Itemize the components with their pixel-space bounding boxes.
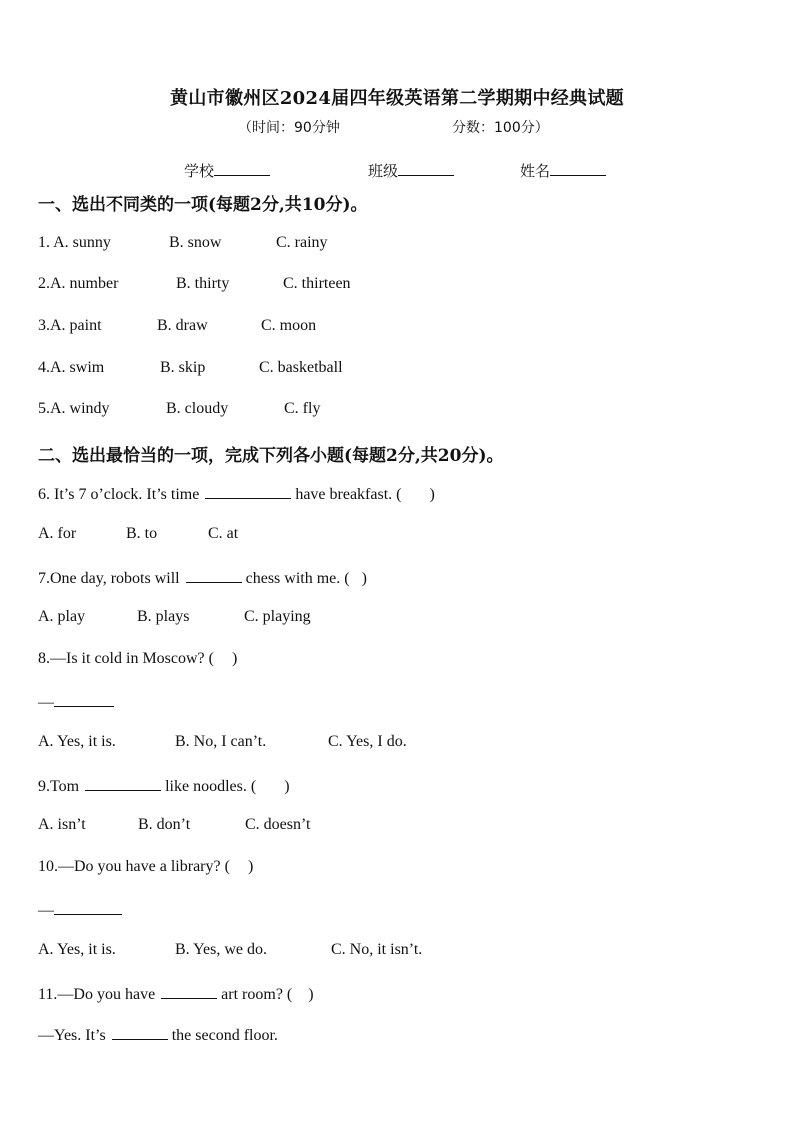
question-10-option-c: C. No, it isn’t. bbox=[331, 941, 423, 958]
question-2-option-c: C. thirteen bbox=[283, 275, 351, 292]
question-8-paren-close: ) bbox=[231, 650, 238, 667]
question-2 bbox=[38, 275, 351, 293]
question-6-option-b: B. to bbox=[126, 525, 158, 542]
question-1-option-c: C. rainy bbox=[276, 234, 328, 251]
question-11-reply-blank[interactable] bbox=[112, 1024, 168, 1040]
question-10-option-b: B. Yes, we do. bbox=[175, 941, 268, 958]
question-10-option-a: A. Yes, it is. bbox=[38, 941, 116, 958]
page-title: 黄山市徽州区2024届四年级英语第二学期期中经典试题 bbox=[170, 88, 624, 109]
question-9-option-c: C. doesn’t bbox=[245, 816, 311, 833]
school-field[interactable] bbox=[184, 160, 270, 181]
question-8-reply bbox=[38, 691, 118, 712]
section-2-heading: 二、选出最恰当的一项，完成下列各小题(每题2分,共20分)。 bbox=[38, 446, 504, 466]
question-9-paren-close: ) bbox=[284, 778, 290, 795]
question-10-reply bbox=[38, 899, 126, 920]
question-8-option-c: C. Yes, I do. bbox=[328, 733, 407, 750]
question-7-option-c: C. playing bbox=[244, 608, 311, 625]
question-1-option-a: 1. A. sunny bbox=[38, 234, 111, 251]
class-label: 班级 bbox=[368, 162, 399, 180]
question-5 bbox=[38, 400, 320, 418]
question-7-paren-close: ) bbox=[361, 570, 367, 587]
question-6-paren-close: ) bbox=[429, 486, 435, 503]
question-6-stem-end: have breakfast. ( bbox=[295, 486, 402, 503]
question-1 bbox=[38, 234, 328, 252]
question-10 bbox=[38, 858, 253, 876]
question-9-option-b: B. don’t bbox=[138, 816, 191, 833]
question-8-dash: — bbox=[38, 694, 54, 711]
section-1-heading: 一、选出不同类的一项(每题2分,共10分)。 bbox=[38, 195, 368, 215]
question-8-blank[interactable] bbox=[54, 691, 114, 707]
question-11-reply-end: the second floor. bbox=[171, 1027, 278, 1044]
question-11-reply bbox=[38, 1024, 278, 1045]
question-8-option-a: A. Yes, it is. bbox=[38, 733, 116, 750]
question-5-option-b: B. cloudy bbox=[166, 400, 229, 417]
question-4-option-b: B. skip bbox=[160, 359, 206, 376]
question-7-stem-end: chess with me. ( bbox=[245, 570, 350, 587]
question-7-option-b: B. plays bbox=[137, 608, 190, 625]
question-1-option-b: B. snow bbox=[169, 234, 222, 251]
question-7-option-a: A. play bbox=[38, 608, 86, 625]
question-4-option-c: C. basketball bbox=[259, 359, 343, 376]
question-10-options bbox=[38, 941, 422, 959]
question-9-option-a: A. isn’t bbox=[38, 816, 86, 833]
question-6-blank[interactable] bbox=[205, 483, 291, 499]
name-blank[interactable] bbox=[550, 161, 606, 176]
question-4 bbox=[38, 359, 343, 377]
question-9-blank[interactable] bbox=[85, 775, 161, 791]
question-10-paren-close: ) bbox=[247, 858, 254, 875]
question-8 bbox=[38, 650, 237, 668]
question-6-stem: 6. It’s 7 o’clock. It’s time bbox=[38, 486, 200, 503]
question-11-paren-close: ) bbox=[308, 986, 314, 1003]
question-2-option-a: 2.A. number bbox=[38, 275, 119, 292]
question-11 bbox=[38, 983, 314, 1004]
question-3-option-c: C. moon bbox=[261, 317, 317, 334]
question-10-blank[interactable] bbox=[54, 899, 122, 915]
question-11-stem-end: art room? ( bbox=[221, 986, 293, 1003]
question-3-option-b: B. draw bbox=[157, 317, 208, 334]
exam-time: （时间：90分钟 bbox=[238, 120, 340, 136]
school-label: 学校 bbox=[184, 162, 215, 180]
question-3 bbox=[38, 317, 316, 335]
question-6-options bbox=[38, 525, 238, 543]
exam-score: 分数：100分） bbox=[452, 120, 549, 136]
question-9 bbox=[38, 775, 290, 796]
question-5-option-a: 5.A. windy bbox=[38, 400, 110, 417]
name-label: 姓名 bbox=[520, 162, 551, 180]
name-field[interactable] bbox=[520, 160, 606, 181]
question-7-options bbox=[38, 608, 311, 626]
question-7-blank[interactable] bbox=[186, 567, 242, 583]
question-5-option-c: C. fly bbox=[284, 400, 321, 417]
question-10-dash: — bbox=[38, 902, 54, 919]
question-9-stem: 9.Tom bbox=[38, 778, 80, 795]
question-11-blank[interactable] bbox=[161, 983, 217, 999]
question-10-stem: 10.—Do you have a library? ( bbox=[38, 858, 230, 875]
question-7 bbox=[38, 567, 367, 588]
question-6 bbox=[38, 483, 435, 504]
question-8-stem: 8.—Is it cold in Moscow? ( bbox=[38, 650, 214, 667]
question-7-stem: 7.One day, robots will bbox=[38, 570, 180, 587]
question-8-options bbox=[38, 733, 407, 751]
question-6-option-c: C. at bbox=[208, 525, 239, 542]
question-9-stem-end: like noodles. ( bbox=[165, 778, 257, 795]
question-6-option-a: A. for bbox=[38, 525, 77, 542]
question-4-option-a: 4.A. swim bbox=[38, 359, 105, 376]
question-11-stem: 11.—Do you have bbox=[38, 986, 156, 1003]
question-3-option-a: 3.A. paint bbox=[38, 317, 102, 334]
question-8-option-b: B. No, I can’t. bbox=[175, 733, 267, 750]
school-blank[interactable] bbox=[214, 161, 270, 176]
class-field[interactable] bbox=[368, 160, 454, 181]
class-blank[interactable] bbox=[398, 161, 454, 176]
question-11-reply-start: —Yes. It’s bbox=[38, 1027, 106, 1044]
question-9-options bbox=[38, 816, 310, 834]
question-2-option-b: B. thirty bbox=[176, 275, 230, 292]
